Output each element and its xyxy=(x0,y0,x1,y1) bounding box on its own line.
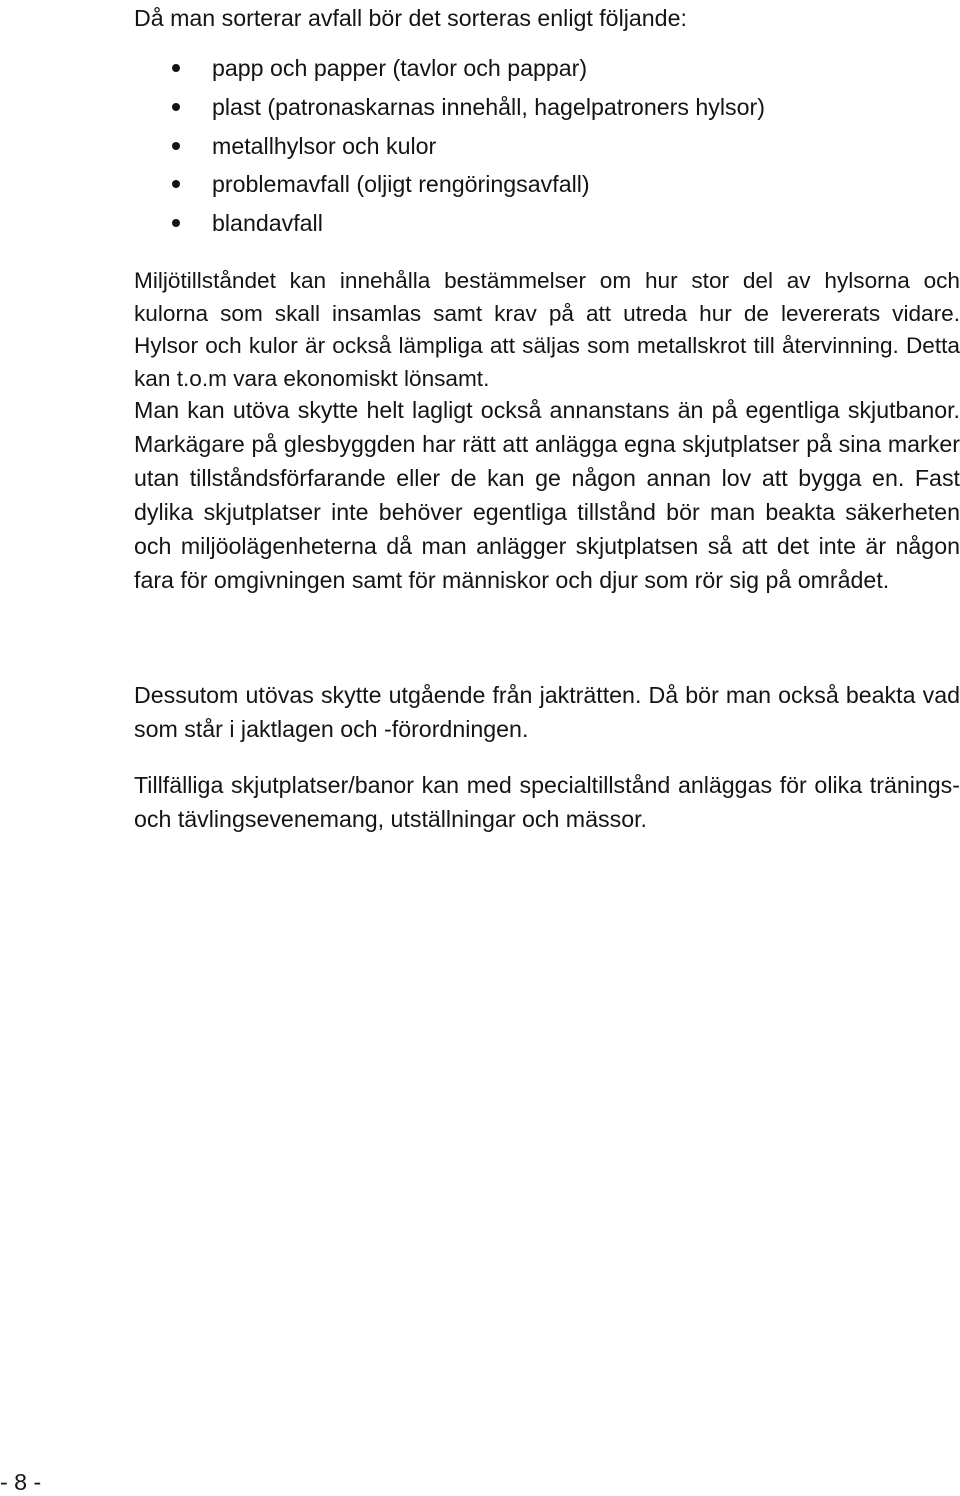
page-number: - 8 - xyxy=(0,1469,42,1495)
intro-text: Då man sorterar avfall bör det sorteras enligt följande: xyxy=(134,5,687,31)
paragraph-temporary-ranges: Tillfälliga skjutplatser/banor kan med specialtillstånd anläggas för olika tränings- och tävlingsevenemang, utställningar och mässor. xyxy=(134,772,960,832)
bullet-icon xyxy=(172,64,180,72)
list-item xyxy=(134,54,765,93)
list-item-text: plast (patronaskarnas innehåll, hagelpatroners hylsor) xyxy=(212,93,765,120)
paragraph-shooting-places: Man kan utöva skytte helt lagligt också annanstans än på egentliga skjutbanor. Markägare på glesbyggden har rätt att anlägga egna skjutplatser på sina marker utan tillståndsförfarande eller de kan ge någon annan lov att bygga en. Fast dylika skjutplatser inte behöver egentliga tillstånd bör man beakta säkerheten och miljöolägenheterna då man anlägger skjutplatsen så att det inte är någon fara för omgivningen samt för människor och djur som rör sig på området. xyxy=(134,397,960,593)
waste-category-list xyxy=(134,54,765,248)
list-item-text: blandavfall xyxy=(212,210,323,237)
list-item xyxy=(134,93,765,132)
paragraph-hunting-rights: Dessutom utövas skytte utgående från jakträtten. Då bör man också beakta vad som står i jaktlagen och -förordningen. xyxy=(134,682,960,742)
bullet-icon xyxy=(172,142,180,150)
list-item-text: papp och papper (tavlor och pappar) xyxy=(212,55,588,81)
bullet-icon xyxy=(172,219,180,227)
paragraph-environmental-permit: Miljötillståndet kan innehålla bestämmelser om hur stor del av hylsorna och kulorna som skall insamlas samt krav på att utreda hur de levererats vidare. Hylsor och kulor är också lämpliga att säljas som metallskrot till återvinning. Detta kan t.o.m vara ekonomiskt lönsamt. xyxy=(134,268,960,392)
list-item xyxy=(134,132,765,171)
list-item-text: metallhylsor och kulor xyxy=(212,132,437,159)
list-item xyxy=(134,209,765,248)
list-item xyxy=(134,170,765,209)
list-item-text: problemavfall (oljigt rengöringsavfall) xyxy=(212,171,590,198)
bullet-icon xyxy=(172,103,180,111)
bullet-icon xyxy=(172,180,180,188)
